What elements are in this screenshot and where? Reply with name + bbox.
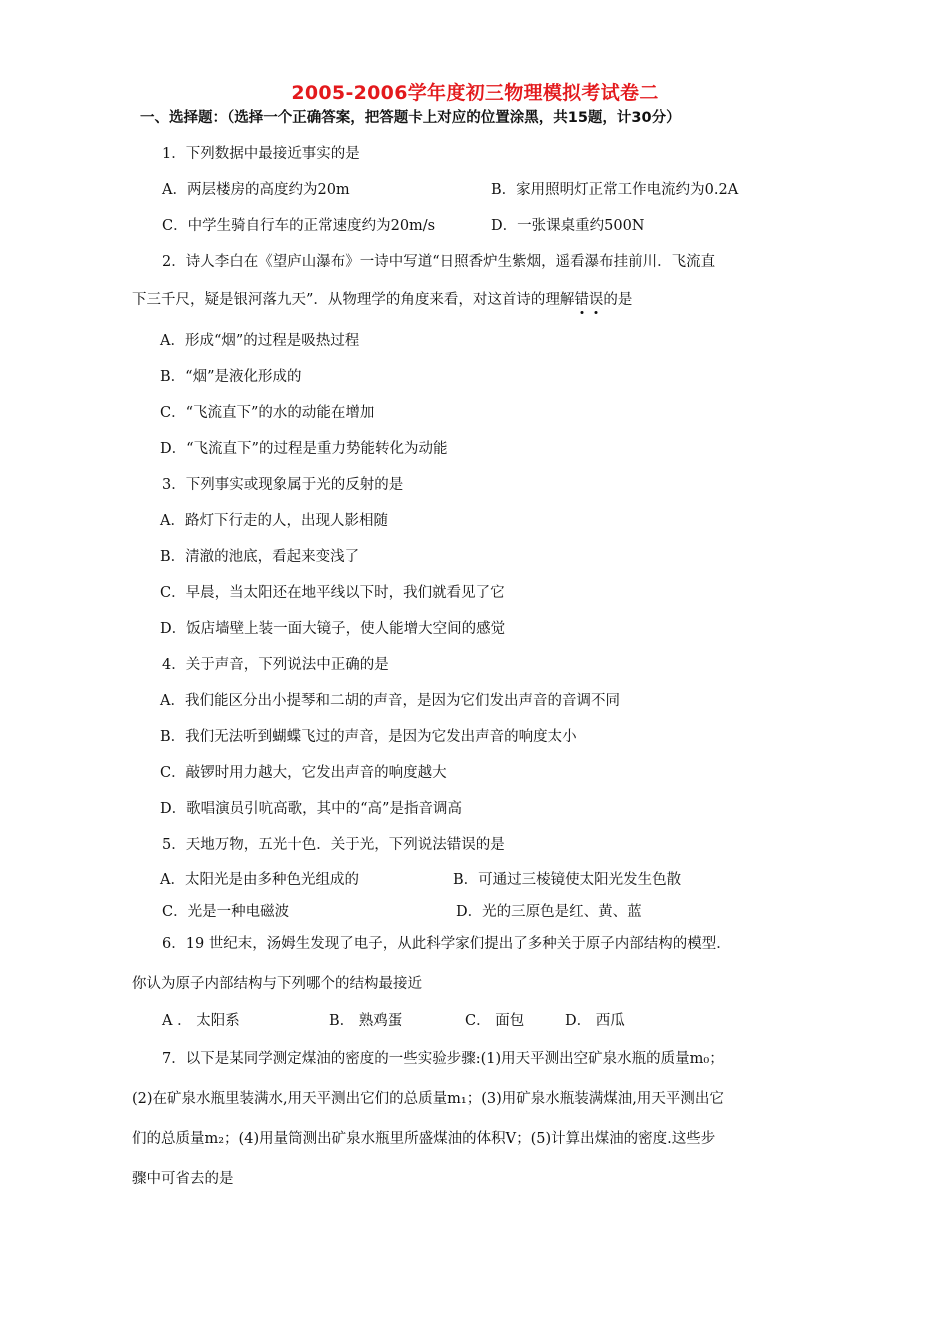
q2-emphasis-char-1: 错 <box>574 292 589 308</box>
q6-option-c: C． 面包 <box>465 1013 525 1029</box>
q6-option-b: B． 熟鸡蛋 <box>329 1013 403 1029</box>
q7-line2: (2)在矿泉水瓶里装满水,用天平测出它们的总质量m₁；(3)用矿泉水瓶装满煤油,用天平测出它 <box>132 1091 724 1107</box>
section-heading: 一、选择题：（选择一个正确答案，把答题卡上对应的位置涂黑，共15题，计30分） <box>140 110 681 126</box>
q7-line3: 们的总质量m₂；(4)用量筒测出矿泉水瓶里所盛煤油的体积V；(5)计算出煤油的密度.这些步 <box>132 1131 716 1147</box>
q6-option-a: A ． 太阳系 <box>162 1013 240 1029</box>
q3-option-b: B．清澈的池底，看起来变浅了 <box>160 549 360 565</box>
q4-option-b: B．我们无法听到蝴蝶飞过的声音，是因为它发出声音的响度太小 <box>160 729 577 745</box>
q1-option-b: B．家用照明灯正常工作电流约为0.2A <box>491 182 739 198</box>
q2-stem-line1: 2．诗人李白在《望庐山瀑布》一诗中写道“日照香炉生紫烟，遥看瀑布挂前川．飞流直 <box>162 254 716 270</box>
q4-option-c: C．敲锣时用力越大，它发出声音的响度越大 <box>160 765 447 781</box>
q5-option-d: D．光的三原色是红、黄、蓝 <box>456 904 642 920</box>
q2-stem-line2-suffix: 的是 <box>603 292 633 308</box>
q6-option-d: D． 西瓜 <box>565 1013 625 1029</box>
q3-option-a: A．路灯下行走的人，出现人影相随 <box>160 513 388 529</box>
q7-line4: 骤中可省去的是 <box>132 1171 234 1187</box>
exam-title: 2005-2006学年度初三物理模拟考试卷二 <box>291 82 659 104</box>
q4-option-d: D．歌唱演员引吭高歌，其中的“高”是指音调高 <box>160 801 462 817</box>
q1-option-d: D．一张课桌重约500N <box>491 218 645 234</box>
q5-stem: 5．天地万物，五光十色．关于光，下列说法错误的是 <box>162 837 505 853</box>
q2-option-b: B．“烟”是液化形成的 <box>160 369 302 385</box>
q5-option-b: B．可通过三棱镜使太阳光发生色散 <box>453 872 682 888</box>
q1-stem: 1．下列数据中最接近事实的是 <box>162 146 360 162</box>
q2-stem-line2 <box>132 290 632 310</box>
q5-option-a: A．太阳光是由多种色光组成的 <box>160 872 359 888</box>
q3-option-d: D．饭店墙壁上装一面大镜子，使人能增大空间的感觉 <box>160 621 506 637</box>
q1-option-c: C．中学生骑自行车的正常速度约为20m/s <box>162 218 436 234</box>
q3-stem: 3．下列事实或现象属于光的反射的是 <box>162 477 404 493</box>
q6-stem-line2: 你认为原子内部结构与下列哪个的结构最接近 <box>132 976 422 992</box>
q4-option-a: A．我们能区分出小提琴和二胡的声音，是因为它们发出声音的音调不同 <box>160 693 620 709</box>
q2-option-a: A．形成“烟”的过程是吸热过程 <box>160 333 360 349</box>
q2-option-c: C．“飞流直下”的水的动能在增加 <box>160 405 375 421</box>
q7-line1: 7．以下是某同学测定煤油的密度的一些实验步骤:(1)用天平测出空矿泉水瓶的质量m₀； <box>162 1051 724 1067</box>
q1-option-a: A．两层楼房的高度约为20m <box>162 182 350 198</box>
q5-option-c: C．光是一种电磁波 <box>162 904 290 920</box>
q3-option-c: C．早晨，当太阳还在地平线以下时，我们就看见了它 <box>160 585 505 601</box>
q2-option-d: D．“飞流直下”的过程是重力势能转化为动能 <box>160 441 448 457</box>
q2-emphasis-char-2: 误 <box>588 292 604 308</box>
q2-stem-line2-prefix: 下三千尺，疑是银河落九天”．从物理学的角度来看，对这首诗的理解 <box>132 292 575 308</box>
q4-stem: 4．关于声音，下列说法中正确的是 <box>162 657 389 673</box>
q6-stem-line1: 6．19 世纪末，汤姆生发现了电子，从此科学家们提出了多种关于原子内部结构的模型． <box>162 936 731 952</box>
